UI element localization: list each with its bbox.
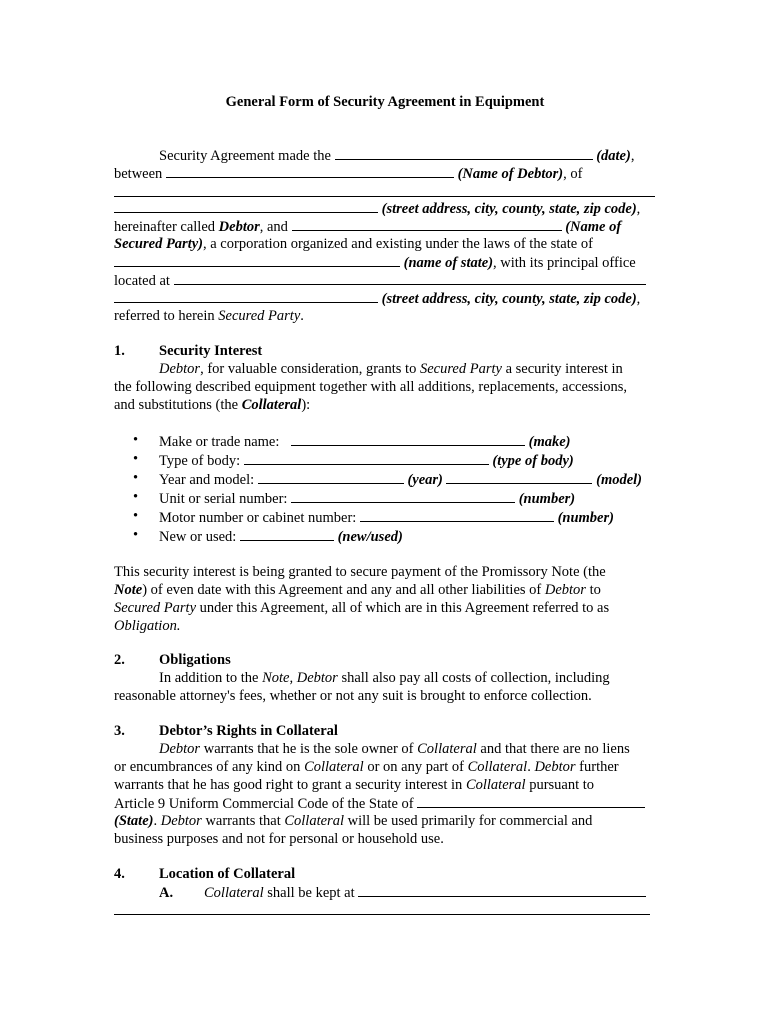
preamble-line-7: located at <box>114 271 646 290</box>
section-2-line-1: In addition to the Note, Debtor shall also pay all costs of collection, including <box>159 670 610 686</box>
security-line-3: Secured Party under this Agreement, all of which are in this Agreement referred to as <box>114 600 610 616</box>
list-item-serial: Unit or serial number: (number) <box>159 491 576 507</box>
security-line-1: This security interest is being granted to secure payment of the Promissory Note (the <box>114 564 606 580</box>
list-item-year-model: Year and model: (year) (model) <box>159 472 643 488</box>
preamble-line-9: referred to herein Secured Party. <box>114 308 304 324</box>
list-item-motor: Motor number or cabinet number: (number) <box>159 510 614 526</box>
section-3-line-6: business purposes and not for personal or household use. <box>114 831 444 847</box>
secured-party-address-blank[interactable] <box>114 289 378 303</box>
preamble-line-6: (name of state), with its principal office <box>114 253 636 272</box>
new-used-blank[interactable] <box>240 527 334 541</box>
section-4-heading: 4. Location of Collateral <box>114 866 296 882</box>
section-1-line-2: the following described equipment together with all additions, replacements, accessions, <box>114 379 627 395</box>
document-title: General Form of Security Agreement in Equipment <box>225 94 545 110</box>
collateral-location-blank[interactable] <box>358 883 646 897</box>
debtor-name-blank[interactable] <box>166 164 454 178</box>
section-1-heading: 1. Security Interest <box>114 343 263 359</box>
office-location-blank[interactable] <box>174 271 646 285</box>
date-blank[interactable] <box>335 146 593 160</box>
section-1-line-3: and substitutions (the Collateral): <box>114 397 311 413</box>
security-line-4: Obligation. <box>114 618 181 634</box>
preamble-line-5: Secured Party), a corporation organized and existing under the laws of the state of <box>114 236 593 252</box>
model-blank[interactable] <box>446 470 592 484</box>
list-item-new-used: New or used: (new/used) <box>159 529 403 545</box>
section-4-line-1: A. Collateral shall be kept at <box>159 883 646 902</box>
serial-blank[interactable] <box>291 489 515 503</box>
preamble-line-3: (street address, city, county, state, zip code), <box>114 199 640 218</box>
preamble-line-2: between (Name of Debtor), of <box>114 166 583 182</box>
collateral-location-blank-2[interactable] <box>114 914 650 915</box>
preamble-line-4: hereinafter called Debtor, and (Name of <box>114 219 622 235</box>
motor-number-blank[interactable] <box>360 508 554 522</box>
bullet-icon: • <box>133 527 139 543</box>
preamble-line-1: Security Agreement made the (date), <box>159 148 635 164</box>
body-type-blank[interactable] <box>244 451 489 465</box>
year-blank[interactable] <box>258 470 404 484</box>
preamble-line-8: (street address, city, county, state, zip code), <box>114 289 640 308</box>
section-3-line-2: or encumbrances of any kind on Collateral or on any part of Collateral. Debtor further <box>114 759 619 775</box>
secured-party-name-blank[interactable] <box>292 217 562 231</box>
ucc-state-blank[interactable] <box>417 794 645 808</box>
bullet-icon: • <box>133 432 139 448</box>
section-3-line-5: (State). Debtor warrants that Collateral will be used primarily for commercial and <box>114 813 593 829</box>
bullet-icon: • <box>133 489 139 505</box>
list-item-make: Make or trade name: (make) <box>159 434 571 450</box>
security-line-2: Note) of even date with this Agreement and any and all other liabilities of Debtor to <box>114 582 601 598</box>
section-1-line-1: Debtor, for valuable consideration, grants to Secured Party a security interest in <box>159 361 623 377</box>
section-3-heading: 3. Debtor’s Rights in Collateral <box>114 723 338 739</box>
section-2-heading: 2. Obligations <box>114 652 231 668</box>
list-item-body: Type of body: (type of body) <box>159 453 574 469</box>
bullet-icon: • <box>133 508 139 524</box>
section-2-line-2: reasonable attorney's fees, whether or not any suit is brought to enforce collection. <box>114 688 592 704</box>
debtor-address-blank[interactable] <box>114 199 378 213</box>
bullet-icon: • <box>133 451 139 467</box>
state-blank[interactable] <box>114 253 400 267</box>
make-blank[interactable] <box>291 432 525 446</box>
bullet-icon: • <box>133 470 139 486</box>
section-3-line-4: Article 9 Uniform Commercial Code of the State of <box>114 794 645 813</box>
address-blank-line[interactable] <box>114 196 655 197</box>
section-3-line-3: warrants that he has good right to grant a security interest in Collateral pursuant to <box>114 777 595 793</box>
section-3-line-1: Debtor warrants that he is the sole owner of Collateral and that there are no liens <box>159 741 630 757</box>
